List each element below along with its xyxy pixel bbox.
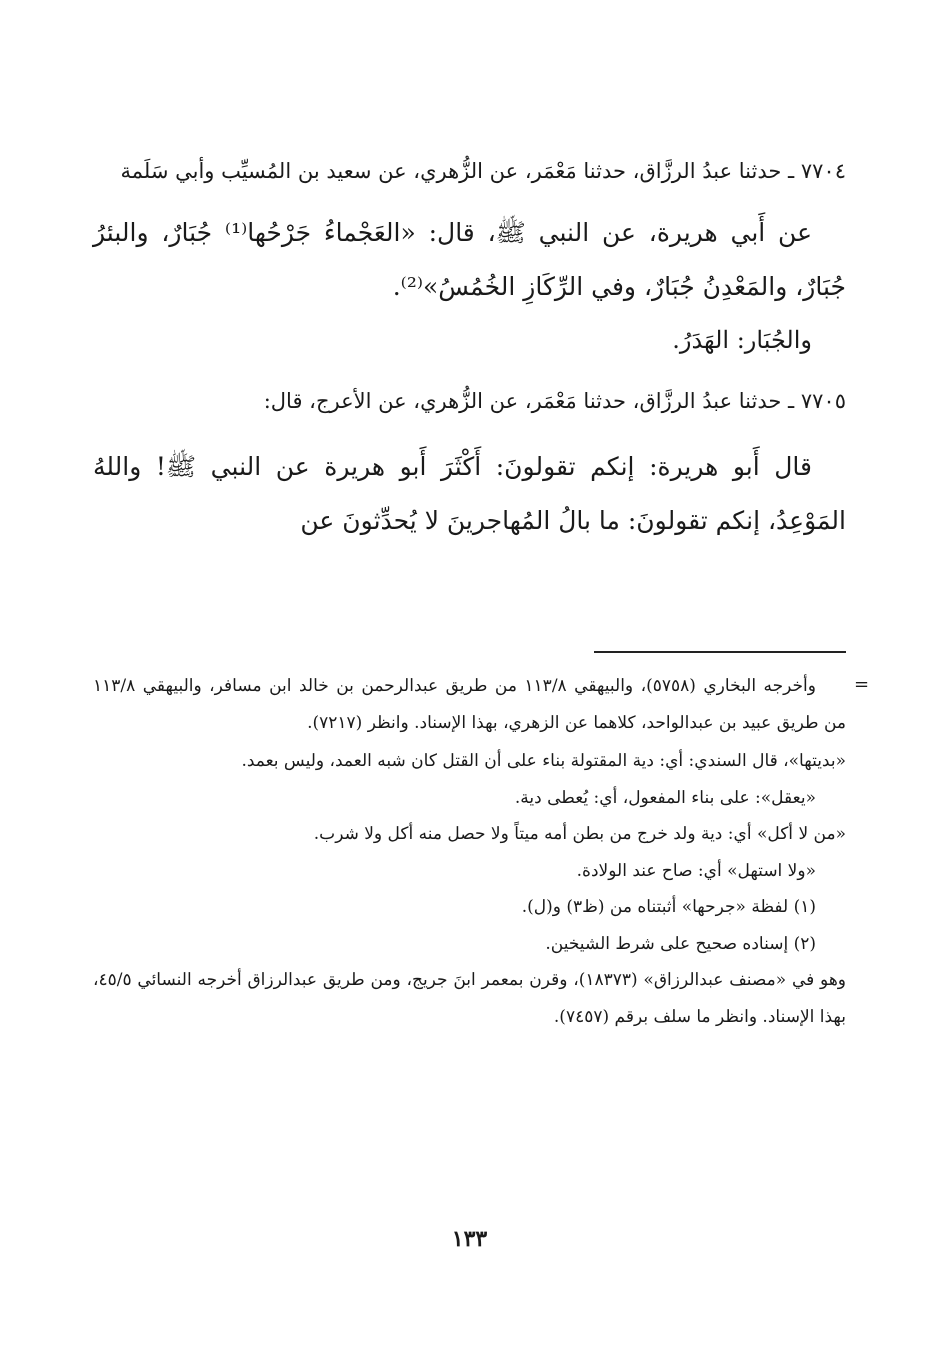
hadith-7705-isnad: ٧٧٠٥ ـ حدثنا عبدُ الرزَّاق، حدثنا مَعْمَر، عن الزُّهري، عن الأعرج، قال: (263, 389, 846, 413)
hadith-7705-matn: قال أَبو هريرة: إنكم تقولونَ: أَكْثَرَ أَبو هريرة عن النبي ﷺ! واللهُ المَوْعِدُ، إنكم تقولونَ: ما بالُ المُهاجرينَ لا يُحدِّثونَ عن (93, 452, 846, 535)
footnote-1: (١) لفظة «جرحها» أثبتناه من (ظ٣) و(ل). (521, 897, 816, 917)
main-text (93, 150, 846, 548)
footnote-2: (٢) إسناده صحيح على شرط الشيخين. (545, 933, 816, 954)
footnote-line: «من لا أكل» أي: دية ولد خرج من بطن أمه ميتاً ولا حصل منه أكل ولا شرب. (313, 824, 846, 844)
hadith-7704-gloss: والجُبَار: الهَدَرُ. (672, 326, 812, 354)
page-number: ١٣٣ (451, 1226, 488, 1252)
footnote-line: وأخرجه البخاري (٥٧٥٨)، والبيهقي ١١٣/٨ من طريق عبدالرحمن بن خالد ابن مسافر، والبيهقي ١١٣/٨ من طريق عبيد بن عبدالواحد، كلاهما عن الزهري، بهذا الإسناد. وانظر (٧٢١٧). (93, 676, 846, 733)
footnote-line: «يعقل»: على بناء المفعول، أي: يُعطى دية. (514, 787, 816, 808)
footnote-line: «ولا استهل» أي: صاح عند الولادة. (576, 860, 816, 881)
footnote-separator (594, 651, 846, 653)
hadith-7704-isnad: ٧٧٠٤ ـ حدثنا عبدُ الرزَّاق، حدثنا مَعْمَر، عن الزُّهري، عن سعيد بن المُسيِّب وأبي سَلَمة (120, 159, 846, 183)
footnote-continuation-mark: = (854, 674, 870, 695)
footnote-line: وهو في «مصنف عبدالرزاق» (١٨٣٧٣)، وقرن بمعمر ابنَ جريج، ومن طريق عبدالرزاق أخرجه النسائي ٤٥/٥، بهذا الإسناد. وانظر ما سلف برقم (٧٤٥٧). (93, 970, 846, 1027)
hadith-7704-matn: عن أَبي هريرة، عن النبي ﷺ، قال: «العَجْماءُ جَرْحُها⁽¹⁾ جُبَارٌ، والبئرُ جُبَارٌ، والمَعْدِنُ جُبَارٌ، وفي الرِّكَازِ الخُمُسُ»⁽²⁾. (93, 218, 846, 301)
footnotes (93, 668, 846, 1035)
footnote-line: «بديتها»، قال السندي: أي: دية المقتولة بناء على أن القتل كان شبه العمد، وليس بعمد. (241, 751, 846, 771)
